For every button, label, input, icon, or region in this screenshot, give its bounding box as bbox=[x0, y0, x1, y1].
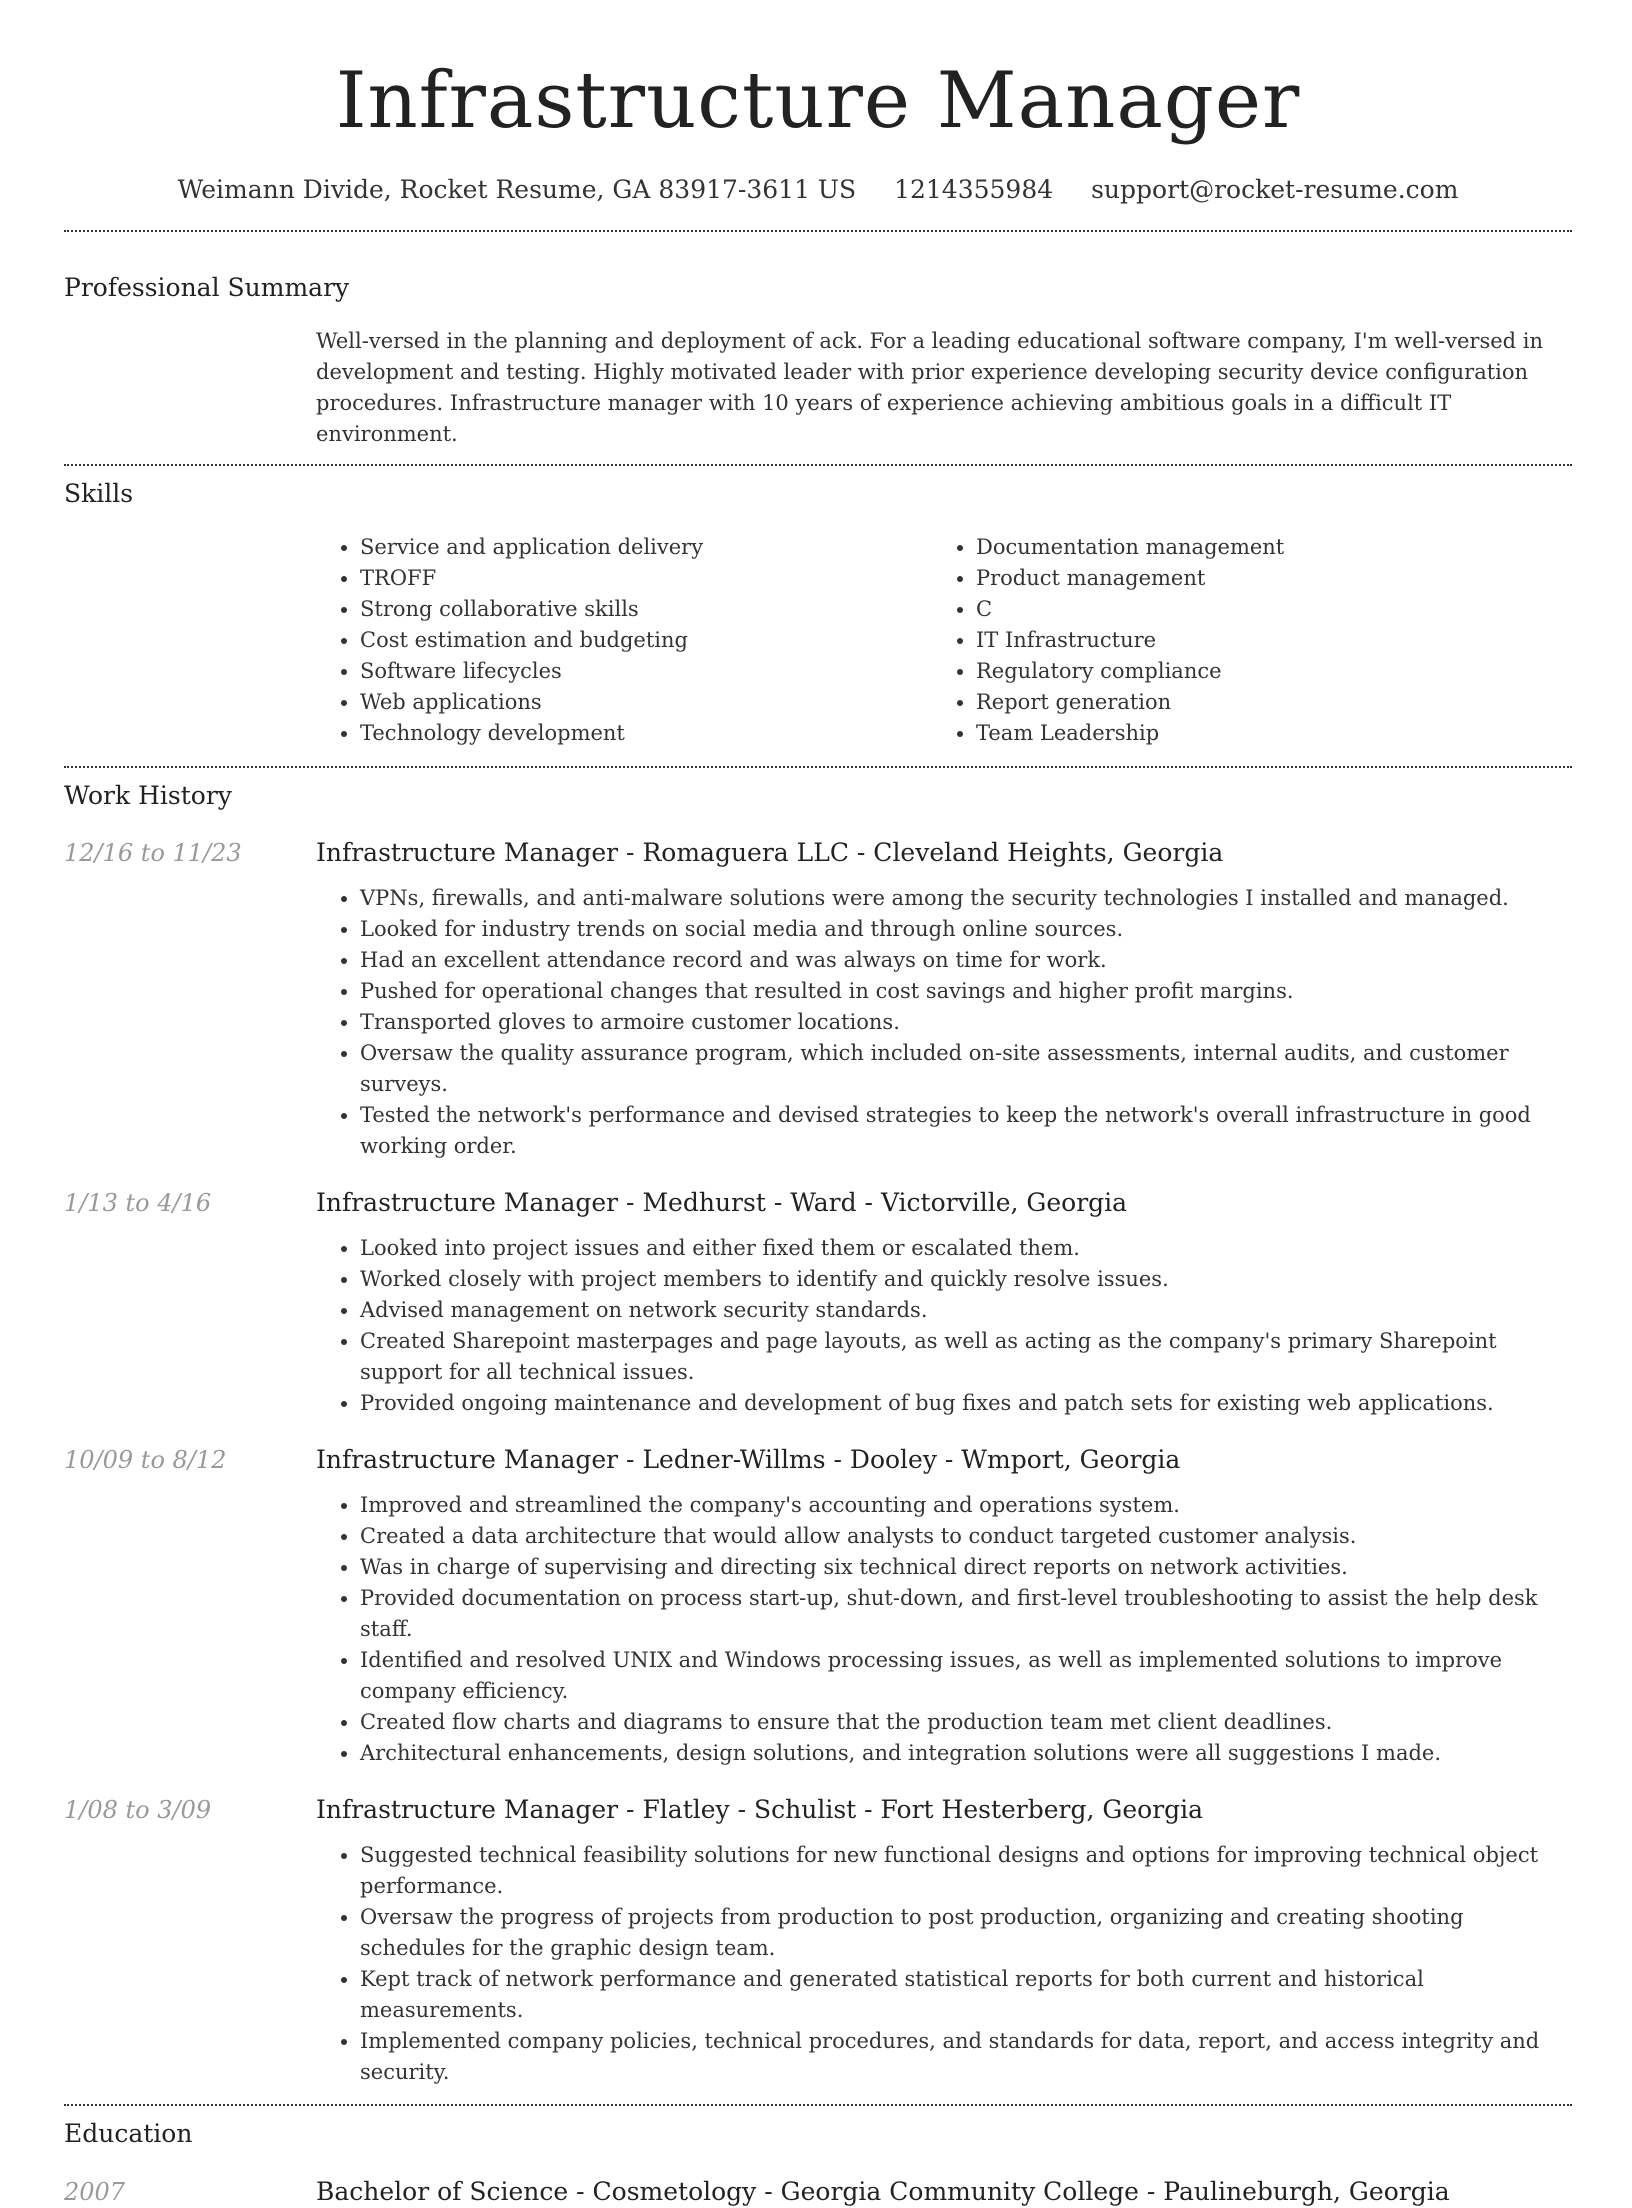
divider bbox=[64, 2104, 1572, 2106]
skill-item: • Team Leadership bbox=[976, 718, 1548, 749]
divider bbox=[64, 464, 1572, 466]
skill-item: • IT Infrastructure bbox=[976, 625, 1548, 656]
skill-item: • Technology development bbox=[360, 718, 932, 749]
job-title: Infrastructure Manager - Flatley - Schulist - Fort Hesterberg, Georgia bbox=[316, 1795, 1204, 1824]
job-title: Infrastructure Manager - Ledner-Willms - Dooley - Wmport, Georgia bbox=[316, 1445, 1181, 1474]
job-bullet: • Architectural enhancements, design solutions, and integration solutions were all suggestions I made. bbox=[360, 1738, 1572, 1769]
job-bullet: • Looked into project issues and either fixed them or escalated them. bbox=[360, 1233, 1572, 1264]
job-bullet: • Transported gloves to armoire customer locations. bbox=[360, 1007, 1572, 1038]
job-bullet: • Oversaw the progress of projects from production to post production, organizing and creating shooting schedules for the graphic design team. bbox=[360, 1902, 1572, 1964]
job-bullet: • Had an excellent attendance record and was always on time for work. bbox=[360, 945, 1572, 976]
job-bullet: • Advised management on network security standards. bbox=[360, 1295, 1572, 1326]
job-bullet: • Oversaw the quality assurance program, which included on-site assessments, internal audits, and customer surveys. bbox=[360, 1038, 1572, 1100]
job-bullet: • Provided ongoing maintenance and development of bug fixes and patch sets for existing web applications. bbox=[360, 1388, 1572, 1419]
job-dates: 12/16 to 11/23 bbox=[64, 839, 242, 867]
education-date: 2007 bbox=[64, 2178, 126, 2206]
skills-heading: Skills bbox=[64, 479, 134, 508]
work-section bbox=[64, 780, 1572, 2088]
job-bullet: • VPNs, firewalls, and anti-malware solutions were among the security technologies I installed and managed. bbox=[360, 883, 1572, 914]
skill-item: • Service and application delivery bbox=[360, 532, 932, 563]
contact-phone: 1214355984 bbox=[894, 175, 1054, 204]
job-entry bbox=[64, 837, 1572, 1162]
skills-section bbox=[64, 478, 1572, 749]
contact-email: support@rocket-resume.com bbox=[1091, 175, 1459, 204]
skill-item: • TROFF bbox=[360, 563, 932, 594]
skill-item: • Regulatory compliance bbox=[976, 656, 1548, 687]
skill-item: • Strong collaborative skills bbox=[360, 594, 932, 625]
education-section bbox=[64, 2118, 1572, 2208]
education-heading: Education bbox=[64, 2119, 193, 2148]
education-title: Bachelor of Science - Cosmetology - Georgia Community College - Paulineburgh, Georgia bbox=[316, 2177, 1450, 2206]
job-bullet: • Looked for industry trends on social media and through online sources. bbox=[360, 914, 1572, 945]
job-bullets bbox=[316, 1233, 1572, 1419]
job-dates: 10/09 to 8/12 bbox=[64, 1446, 227, 1474]
job-bullets bbox=[316, 1490, 1572, 1769]
job-title: Infrastructure Manager - Medhurst - Ward - Victorville, Georgia bbox=[316, 1188, 1128, 1217]
job-bullet: • Suggested technical feasibility solutions for new functional designs and options for improving technical object performance. bbox=[360, 1840, 1572, 1902]
education-body bbox=[316, 2176, 1572, 2208]
resume-page bbox=[64, 0, 1572, 2206]
resume-name: Infrastructure Manager bbox=[335, 56, 1301, 146]
work-heading: Work History bbox=[64, 781, 232, 810]
job-title: Infrastructure Manager - Romaguera LLC - Cleveland Heights, Georgia bbox=[316, 838, 1224, 867]
job-bullets bbox=[316, 883, 1572, 1162]
job-bullet: • Implemented company policies, technical procedures, and standards for data, report, and access integrity and security. bbox=[360, 2026, 1572, 2088]
education-entry bbox=[64, 2176, 1572, 2208]
skills-list-right bbox=[932, 532, 1548, 749]
job-bullet: • Created Sharepoint masterpages and page layouts, as well as acting as the company's primary Sharepoint support for all technical issues. bbox=[360, 1326, 1572, 1388]
job-dates: 1/13 to 4/16 bbox=[64, 1189, 212, 1217]
summary-heading: Professional Summary bbox=[64, 273, 350, 302]
summary-text: Well-versed in the planning and deployment of ack. For a leading educational software company, I'm well-versed in development and testing. Highly motivated leader with prior experience developing security device configuration procedures. Infrastructure manager with 10 years of experience achieving ambitious goals in a difficult IT environment. bbox=[316, 329, 1544, 446]
job-bullet: • Worked closely with project members to identify and quickly resolve issues. bbox=[360, 1264, 1572, 1295]
job-bullet: • Identified and resolved UNIX and Windows processing issues, as well as implemented solutions to improve company efficiency. bbox=[360, 1645, 1572, 1707]
job-bullets bbox=[316, 1840, 1572, 2088]
contact-address: Weimann Divide, Rocket Resume, GA 83917-3611 US bbox=[177, 175, 857, 204]
job-bullet: • Pushed for operational changes that resulted in cost savings and higher profit margins. bbox=[360, 976, 1572, 1007]
job-bullet: • Created a data architecture that would allow analysts to conduct targeted customer analysis. bbox=[360, 1521, 1572, 1552]
skills-grid bbox=[316, 532, 1572, 749]
job-bullet: • Provided documentation on process start-up, shut-down, and first-level troubleshooting to assist the help desk staff. bbox=[360, 1583, 1572, 1645]
job-bullet: • Improved and streamlined the company's accounting and operations system. bbox=[360, 1490, 1572, 1521]
skill-item: • Documentation management bbox=[976, 532, 1548, 563]
job-entry bbox=[64, 1794, 1572, 2088]
divider bbox=[64, 230, 1572, 232]
job-dates: 1/08 to 3/09 bbox=[64, 1796, 212, 1824]
skill-item: • Product management bbox=[976, 563, 1548, 594]
job-bullet: • Kept track of network performance and generated statistical reports for both current and historical measurements. bbox=[360, 1964, 1572, 2026]
job-bullet: • Was in charge of supervising and directing six technical direct reports on network activities. bbox=[360, 1552, 1572, 1583]
skills-list-left bbox=[316, 532, 932, 749]
skill-item: • C bbox=[976, 594, 1548, 625]
skill-item: • Cost estimation and budgeting bbox=[360, 625, 932, 656]
job-body bbox=[316, 837, 1572, 1162]
summary-section bbox=[64, 272, 1572, 450]
job-body bbox=[316, 1444, 1572, 1769]
contact-line bbox=[64, 174, 1572, 206]
job-entry bbox=[64, 1187, 1572, 1419]
job-entry bbox=[64, 1444, 1572, 1769]
job-body bbox=[316, 1794, 1572, 2088]
job-bullet: • Tested the network's performance and devised strategies to keep the network's overall infrastructure in good working order. bbox=[360, 1100, 1572, 1162]
divider bbox=[64, 766, 1572, 768]
skill-item: • Report generation bbox=[976, 687, 1548, 718]
job-bullet: • Created flow charts and diagrams to ensure that the production team met client deadlines. bbox=[360, 1707, 1572, 1738]
skill-item: • Web applications bbox=[360, 687, 932, 718]
skill-item: • Software lifecycles bbox=[360, 656, 932, 687]
job-body bbox=[316, 1187, 1572, 1419]
